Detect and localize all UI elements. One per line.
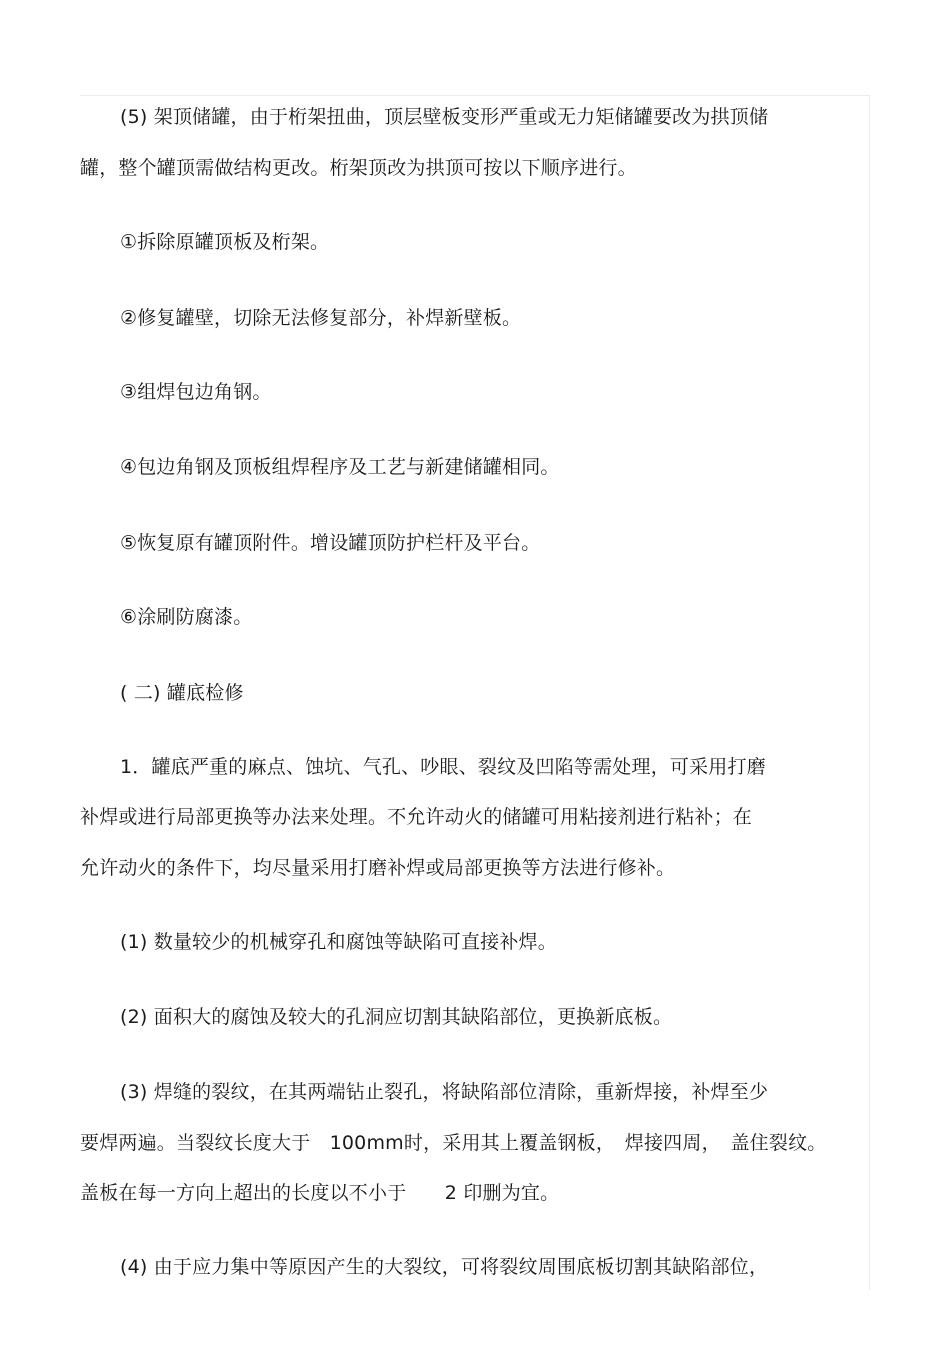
section-heading: ( 二) 罐底检修: [120, 682, 244, 704]
text-line: ②修复罐壁，切除无法修复部分，补焊新壁板。: [120, 307, 522, 329]
text-line: 1．罐底严重的麻点、蚀坑、气孔、吵眼、裂纹及凹陷等需处理，可采用打磨: [120, 756, 766, 778]
text-line: 要焊两遍。当裂纹长度大于 100mm时，采用其上覆盖钢板， 焊接四周， 盖住裂纹。: [80, 1132, 827, 1154]
text-line: (1) 数量较少的机械穿孔和腐蚀等缺陷可直接补焊。: [120, 931, 557, 953]
text-line: ⑥涂刷防腐漆。: [120, 606, 253, 628]
text-line: 允许动火的条件下，均尽量采用打磨补焊或局部更换等方法进行修补。: [80, 857, 676, 879]
page-border-right: [869, 95, 870, 1290]
text-line: (2) 面积大的腐蚀及较大的孔洞应切割其缺陷部位，更换新底板。: [120, 1006, 673, 1028]
text-line: (5) 架顶储罐，由于桁架扭曲，顶层壁板变形严重或无力矩储罐要改为拱顶储: [120, 106, 769, 128]
text-line: 罐，整个罐顶需做结构更改。桁架顶改为拱顶可按以下顺序进行。: [80, 157, 637, 179]
text-line: (3) 焊缝的裂纹，在其两端钻止裂孔，将缺陷部位清除，重新焊接，补焊至少: [120, 1081, 769, 1103]
text-line: (4) 由于应力集中等原因产生的大裂纹，可将裂纹周围底板切割其缺陷部位，: [120, 1256, 769, 1278]
text-line: ①拆除原罐顶板及桁架。: [120, 231, 330, 253]
text-line: 补焊或进行局部更换等办法来处理。不允许动火的储罐可用粘接剂进行粘补；在: [80, 806, 753, 828]
text-line: 盖板在每一方向上超出的长度以不小于 2 印删为宜。: [80, 1182, 560, 1204]
text-line: ③组焊包边角钢。: [120, 381, 272, 403]
text-line: ⑤恢复原有罐顶附件。增设罐顶防护栏杆及平台。: [120, 532, 541, 554]
page-border-top: [80, 95, 870, 96]
text-line: ④包边角钢及顶板组焊程序及工艺与新建储罐相同。: [120, 456, 560, 478]
